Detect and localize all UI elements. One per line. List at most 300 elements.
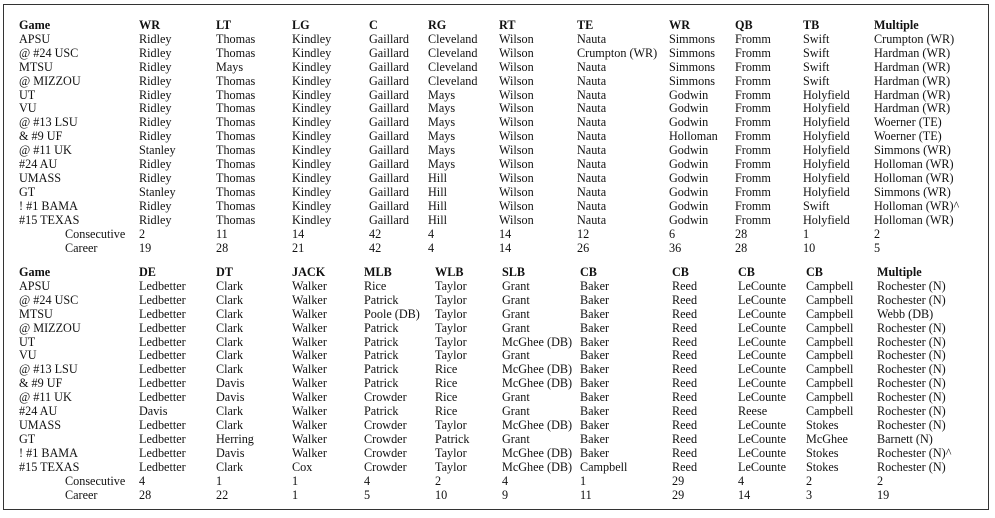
player-cell: Godwin <box>669 212 709 227</box>
player-cell: LeCounte <box>738 306 787 321</box>
table-row <box>19 144 979 158</box>
player-cell: Reed <box>672 417 698 432</box>
player-cell: Ridley <box>139 212 172 227</box>
player-cell: Hill <box>428 170 447 185</box>
player-cell: Woerner (TE) <box>874 115 942 130</box>
consecutive-value: 1 <box>580 473 587 488</box>
consecutive-value: 4 <box>364 473 371 488</box>
player-cell: Taylor <box>435 320 467 335</box>
player-cell: Stokes <box>806 417 839 432</box>
player-cell: Taylor <box>435 445 467 460</box>
table-row <box>19 447 982 461</box>
consecutive-value: 2 <box>806 473 813 488</box>
player-cell: Nauta <box>577 115 607 130</box>
player-cell: Campbell <box>806 348 854 363</box>
column-header: DT <box>216 265 233 279</box>
career-value: 26 <box>577 240 590 255</box>
player-cell: Wilson <box>499 198 534 213</box>
player-cell: Holyfield <box>803 170 850 185</box>
player-cell: Baker <box>580 404 610 419</box>
offense-career-row <box>19 242 979 256</box>
game-cell: #15 TEXAS <box>19 212 80 227</box>
game-cell: #24 AU <box>19 157 58 172</box>
career-value: 14 <box>738 487 751 502</box>
career-value: 9 <box>502 487 509 502</box>
defense-header-row <box>19 266 982 280</box>
column-header: LT <box>216 18 232 32</box>
game-cell: VU <box>19 101 37 116</box>
player-cell: Holyfield <box>803 101 850 116</box>
table-row <box>19 61 979 75</box>
player-cell: Campbell <box>806 292 854 307</box>
player-cell: Kindley <box>292 198 332 213</box>
player-cell: Godwin <box>669 184 709 199</box>
player-cell: Clark <box>216 320 244 335</box>
player-cell: Ridley <box>139 198 172 213</box>
player-cell: Kindley <box>292 157 332 172</box>
player-cell: Grant <box>502 292 530 307</box>
consecutive-value: 1 <box>292 473 299 488</box>
player-cell: Fromm <box>735 198 771 213</box>
player-cell: Campbell <box>806 320 854 335</box>
player-cell: Davis <box>216 445 245 460</box>
player-cell: Campbell <box>806 334 854 349</box>
player-cell: Reed <box>672 459 698 474</box>
player-cell: Wilson <box>499 45 534 60</box>
player-cell: Clark <box>216 404 244 419</box>
player-cell: Rice <box>435 390 458 405</box>
player-cell: Patrick <box>435 431 470 446</box>
player-cell: Grant <box>502 306 530 321</box>
consecutive-value: 1 <box>803 226 810 241</box>
player-cell: Hill <box>428 184 447 199</box>
game-cell: @ #13 LSU <box>19 362 78 377</box>
consecutive-value: 11 <box>216 226 228 241</box>
game-cell: MTSU <box>19 306 53 321</box>
player-cell: Kindley <box>292 115 332 130</box>
consecutive-value: 2 <box>435 473 442 488</box>
game-cell: @ #11 UK <box>19 143 72 158</box>
column-header: WLB <box>435 265 464 279</box>
player-cell: Patrick <box>364 404 399 419</box>
player-cell: Rice <box>435 376 458 391</box>
game-cell: @ MIZZOU <box>19 73 81 88</box>
player-cell: Godwin <box>669 87 709 102</box>
player-cell: Taylor <box>435 292 467 307</box>
player-cell: Gaillard <box>369 212 409 227</box>
player-cell: Holyfield <box>803 143 850 158</box>
player-cell: Ridley <box>139 59 172 74</box>
player-cell: Kindley <box>292 87 332 102</box>
player-cell: Ridley <box>139 157 172 172</box>
table-row <box>19 89 979 103</box>
player-cell: Rochester (N) <box>877 404 946 419</box>
player-cell: Wilson <box>499 170 534 185</box>
player-cell: Rice <box>435 404 458 419</box>
player-cell: Rochester (N) <box>877 292 946 307</box>
consecutive-value: 14 <box>499 226 512 241</box>
player-cell: McGhee (DB) <box>502 376 573 391</box>
player-cell: Rice <box>435 362 458 377</box>
player-cell: Simmons <box>669 59 716 74</box>
table-row <box>19 130 979 144</box>
table-row <box>19 294 982 308</box>
career-value: 5 <box>874 240 881 255</box>
player-cell: McGhee (DB) <box>502 417 573 432</box>
table-row <box>19 186 979 200</box>
table-row <box>19 377 982 391</box>
player-cell: Baker <box>580 306 610 321</box>
player-cell: Reed <box>672 306 698 321</box>
player-cell: Ledbetter <box>139 362 186 377</box>
player-cell: Ridley <box>139 87 172 102</box>
player-cell: Stokes <box>806 459 839 474</box>
defense-consecutive-row <box>19 475 982 489</box>
player-cell: Campbell <box>806 404 854 419</box>
player-cell: Nauta <box>577 129 607 144</box>
player-cell: Nauta <box>577 59 607 74</box>
career-value: 10 <box>803 240 816 255</box>
player-cell: LeCounte <box>738 320 787 335</box>
game-cell: @ #24 USC <box>19 45 79 60</box>
column-header: JACK <box>292 265 326 279</box>
player-cell: Reed <box>672 376 698 391</box>
player-cell: LeCounte <box>738 431 787 446</box>
player-cell: Ridley <box>139 31 172 46</box>
game-cell: APSU <box>19 31 51 46</box>
player-cell: Hardman (WR) <box>874 101 951 116</box>
career-value: 4 <box>428 240 435 255</box>
player-cell: Thomas <box>216 45 256 60</box>
player-cell: Herring <box>216 431 254 446</box>
player-cell: Hardman (WR) <box>874 45 951 60</box>
player-cell: Holyfield <box>803 184 850 199</box>
player-cell: Rochester (N) <box>877 320 946 335</box>
player-cell: Rochester (N) <box>877 278 946 293</box>
player-cell: Wilson <box>499 31 534 46</box>
player-cell: Gaillard <box>369 170 409 185</box>
player-cell: Mays <box>428 157 456 172</box>
player-cell: Wilson <box>499 59 534 74</box>
player-cell: Rochester (N) <box>877 348 946 363</box>
player-cell: Campbell <box>806 376 854 391</box>
player-cell: Kindley <box>292 101 332 116</box>
player-cell: Clark <box>216 306 244 321</box>
career-value: 28 <box>216 240 229 255</box>
consecutive-value: 6 <box>669 226 676 241</box>
career-label: Career <box>65 240 98 255</box>
player-cell: Thomas <box>216 87 256 102</box>
player-cell: Thomas <box>216 73 256 88</box>
offense-header-row <box>19 19 979 33</box>
player-cell: Reed <box>672 334 698 349</box>
player-cell: Ledbetter <box>139 348 186 363</box>
column-header: MLB <box>364 265 392 279</box>
player-cell: Fromm <box>735 101 771 116</box>
player-cell: Mays <box>428 115 456 130</box>
player-cell: Nauta <box>577 87 607 102</box>
offense-starters-table <box>19 19 979 255</box>
career-label: Career <box>65 487 98 502</box>
consecutive-label: Consecutive <box>65 473 126 488</box>
player-cell: Kindley <box>292 45 332 60</box>
player-cell: Holloman (WR) <box>874 157 954 172</box>
player-cell: Holyfield <box>803 212 850 227</box>
game-cell: & #9 UF <box>19 129 63 144</box>
player-cell: Wilson <box>499 115 534 130</box>
player-cell: Clark <box>216 459 244 474</box>
player-cell: Reed <box>672 362 698 377</box>
player-cell: Nauta <box>577 184 607 199</box>
player-cell: Swift <box>803 45 830 60</box>
player-cell: Fromm <box>735 59 771 74</box>
game-cell: #15 TEXAS <box>19 459 80 474</box>
player-cell: Taylor <box>435 278 467 293</box>
game-cell: GT <box>19 431 36 446</box>
defense-starters-table <box>19 266 982 502</box>
player-cell: Clark <box>216 362 244 377</box>
table-row <box>19 214 979 228</box>
player-cell: Campbell <box>580 459 628 474</box>
player-cell: Gaillard <box>369 143 409 158</box>
career-value: 11 <box>580 487 592 502</box>
career-value: 3 <box>806 487 813 502</box>
consecutive-value: 2 <box>877 473 884 488</box>
player-cell: Barnett (N) <box>877 431 933 446</box>
player-cell: Swift <box>803 73 830 88</box>
player-cell: Nauta <box>577 170 607 185</box>
player-cell: McGhee (DB) <box>502 362 573 377</box>
player-cell: Fromm <box>735 129 771 144</box>
player-cell: Wilson <box>499 73 534 88</box>
player-cell: Wilson <box>499 129 534 144</box>
offense-consecutive-row <box>19 228 979 242</box>
player-cell: Baker <box>580 445 610 460</box>
player-cell: Reed <box>672 292 698 307</box>
player-cell: Mays <box>428 143 456 158</box>
player-cell: LeCounte <box>738 445 787 460</box>
player-cell: Simmons (WR) <box>874 184 951 199</box>
player-cell: Woerner (TE) <box>874 129 942 144</box>
game-cell: MTSU <box>19 59 53 74</box>
player-cell: Grant <box>502 431 530 446</box>
career-value: 42 <box>369 240 382 255</box>
player-cell: LeCounte <box>738 278 787 293</box>
consecutive-value: 2 <box>874 226 881 241</box>
player-cell: Holloman (WR) <box>874 212 954 227</box>
player-cell: Thomas <box>216 143 256 158</box>
player-cell: Hardman (WR) <box>874 59 951 74</box>
player-cell: Thomas <box>216 101 256 116</box>
column-header: Game <box>19 265 51 279</box>
column-header: LG <box>292 18 310 32</box>
consecutive-value: 1 <box>216 473 223 488</box>
consecutive-value: 42 <box>369 226 382 241</box>
player-cell: McGhee (DB) <box>502 459 573 474</box>
table-row <box>19 47 979 61</box>
player-cell: LeCounte <box>738 334 787 349</box>
column-header: C <box>369 18 378 32</box>
career-value: 28 <box>735 240 748 255</box>
player-cell: Thomas <box>216 184 256 199</box>
game-cell: UT <box>19 334 36 349</box>
player-cell: Ledbetter <box>139 306 186 321</box>
depth-chart-frame <box>3 4 989 510</box>
player-cell: Gaillard <box>369 129 409 144</box>
game-cell: GT <box>19 184 36 199</box>
game-cell: & #9 UF <box>19 376 63 391</box>
player-cell: Davis <box>139 404 168 419</box>
column-header: QB <box>735 18 753 32</box>
player-cell: Wilson <box>499 157 534 172</box>
player-cell: Reed <box>672 390 698 405</box>
career-value: 14 <box>499 240 512 255</box>
player-cell: Gaillard <box>369 59 409 74</box>
player-cell: Reed <box>672 320 698 335</box>
player-cell: Ridley <box>139 45 172 60</box>
column-header: RT <box>499 18 516 32</box>
game-cell: UMASS <box>19 417 61 432</box>
player-cell: Godwin <box>669 157 709 172</box>
game-cell: #24 AU <box>19 404 58 419</box>
player-cell: Taylor <box>435 459 467 474</box>
player-cell: Fromm <box>735 184 771 199</box>
player-cell: Ledbetter <box>139 431 186 446</box>
player-cell: Grant <box>502 390 530 405</box>
player-cell: Thomas <box>216 212 256 227</box>
player-cell: Rice <box>364 278 387 293</box>
game-cell: @ MIZZOU <box>19 320 81 335</box>
career-value: 21 <box>292 240 305 255</box>
player-cell: Taylor <box>435 417 467 432</box>
player-cell: Grant <box>502 320 530 335</box>
column-header: WR <box>669 18 690 32</box>
player-cell: Baker <box>580 320 610 335</box>
player-cell: Taylor <box>435 348 467 363</box>
player-cell: Baker <box>580 431 610 446</box>
game-cell: UT <box>19 87 36 102</box>
player-cell: Ledbetter <box>139 292 186 307</box>
player-cell: LeCounte <box>738 417 787 432</box>
player-cell: Walker <box>292 390 327 405</box>
player-cell: Holloman (WR)^ <box>874 198 960 213</box>
player-cell: Cox <box>292 459 313 474</box>
player-cell: Grant <box>502 278 530 293</box>
player-cell: Campbell <box>806 306 854 321</box>
career-value: 36 <box>669 240 682 255</box>
player-cell: Godwin <box>669 170 709 185</box>
column-header: SLB <box>502 265 526 279</box>
player-cell: Mays <box>428 129 456 144</box>
game-cell: ! #1 BAMA <box>19 445 78 460</box>
player-cell: Gaillard <box>369 198 409 213</box>
player-cell: Walker <box>292 431 327 446</box>
player-cell: Mays <box>428 101 456 116</box>
player-cell: Wilson <box>499 87 534 102</box>
player-cell: Walker <box>292 348 327 363</box>
player-cell: Walker <box>292 334 327 349</box>
player-cell: Kindley <box>292 73 332 88</box>
column-header: CB <box>672 265 689 279</box>
table-row <box>19 172 979 186</box>
column-header: TB <box>803 18 820 32</box>
player-cell: Clark <box>216 417 244 432</box>
player-cell: Walker <box>292 306 327 321</box>
consecutive-value: 28 <box>735 226 748 241</box>
player-cell: Rochester (N)^ <box>877 445 952 460</box>
column-header: CB <box>806 265 823 279</box>
player-cell: Gaillard <box>369 45 409 60</box>
player-cell: Patrick <box>364 376 399 391</box>
player-cell: Fromm <box>735 170 771 185</box>
player-cell: Reed <box>672 404 698 419</box>
player-cell: Reed <box>672 445 698 460</box>
column-header: DE <box>139 265 156 279</box>
player-cell: Baker <box>580 334 610 349</box>
player-cell: Webb (DB) <box>877 306 934 321</box>
player-cell: Stanley <box>139 184 176 199</box>
career-value: 22 <box>216 487 229 502</box>
career-value: 19 <box>139 240 152 255</box>
player-cell: Patrick <box>364 348 399 363</box>
table-row <box>19 405 982 419</box>
player-cell: Fromm <box>735 212 771 227</box>
career-value: 5 <box>364 487 371 502</box>
player-cell: Mays <box>216 59 244 74</box>
player-cell: Walker <box>292 404 327 419</box>
player-cell: Ridley <box>139 101 172 116</box>
player-cell: Holyfield <box>803 157 850 172</box>
player-cell: Kindley <box>292 212 332 227</box>
player-cell: Simmons (WR) <box>874 143 951 158</box>
player-cell: McGhee (DB) <box>502 445 573 460</box>
player-cell: Crumpton (WR) <box>874 31 955 46</box>
player-cell: Kindley <box>292 129 332 144</box>
player-cell: Fromm <box>735 143 771 158</box>
player-cell: Swift <box>803 59 830 74</box>
player-cell: Wilson <box>499 101 534 116</box>
column-header: CB <box>738 265 755 279</box>
player-cell: LeCounte <box>738 459 787 474</box>
player-cell: Ledbetter <box>139 459 186 474</box>
player-cell: Reese <box>738 404 768 419</box>
table-row <box>19 433 982 447</box>
column-header: TE <box>577 18 594 32</box>
player-cell: Ridley <box>139 129 172 144</box>
player-cell: Wilson <box>499 184 534 199</box>
player-cell: Patrick <box>364 320 399 335</box>
table-row <box>19 419 982 433</box>
player-cell: Holyfield <box>803 87 850 102</box>
career-value: 10 <box>435 487 448 502</box>
player-cell: Campbell <box>806 362 854 377</box>
player-cell: Poole (DB) <box>364 306 420 321</box>
player-cell: Davis <box>216 376 245 391</box>
consecutive-label: Consecutive <box>65 226 126 241</box>
player-cell: Kindley <box>292 170 332 185</box>
player-cell: Gaillard <box>369 184 409 199</box>
player-cell: Swift <box>803 198 830 213</box>
player-cell: Reed <box>672 278 698 293</box>
consecutive-value: 29 <box>672 473 685 488</box>
player-cell: Campbell <box>806 278 854 293</box>
player-cell: Godwin <box>669 115 709 130</box>
player-cell: LeCounte <box>738 362 787 377</box>
player-cell: Clark <box>216 292 244 307</box>
player-cell: Baker <box>580 362 610 377</box>
column-header: WR <box>139 18 160 32</box>
table-row <box>19 102 979 116</box>
